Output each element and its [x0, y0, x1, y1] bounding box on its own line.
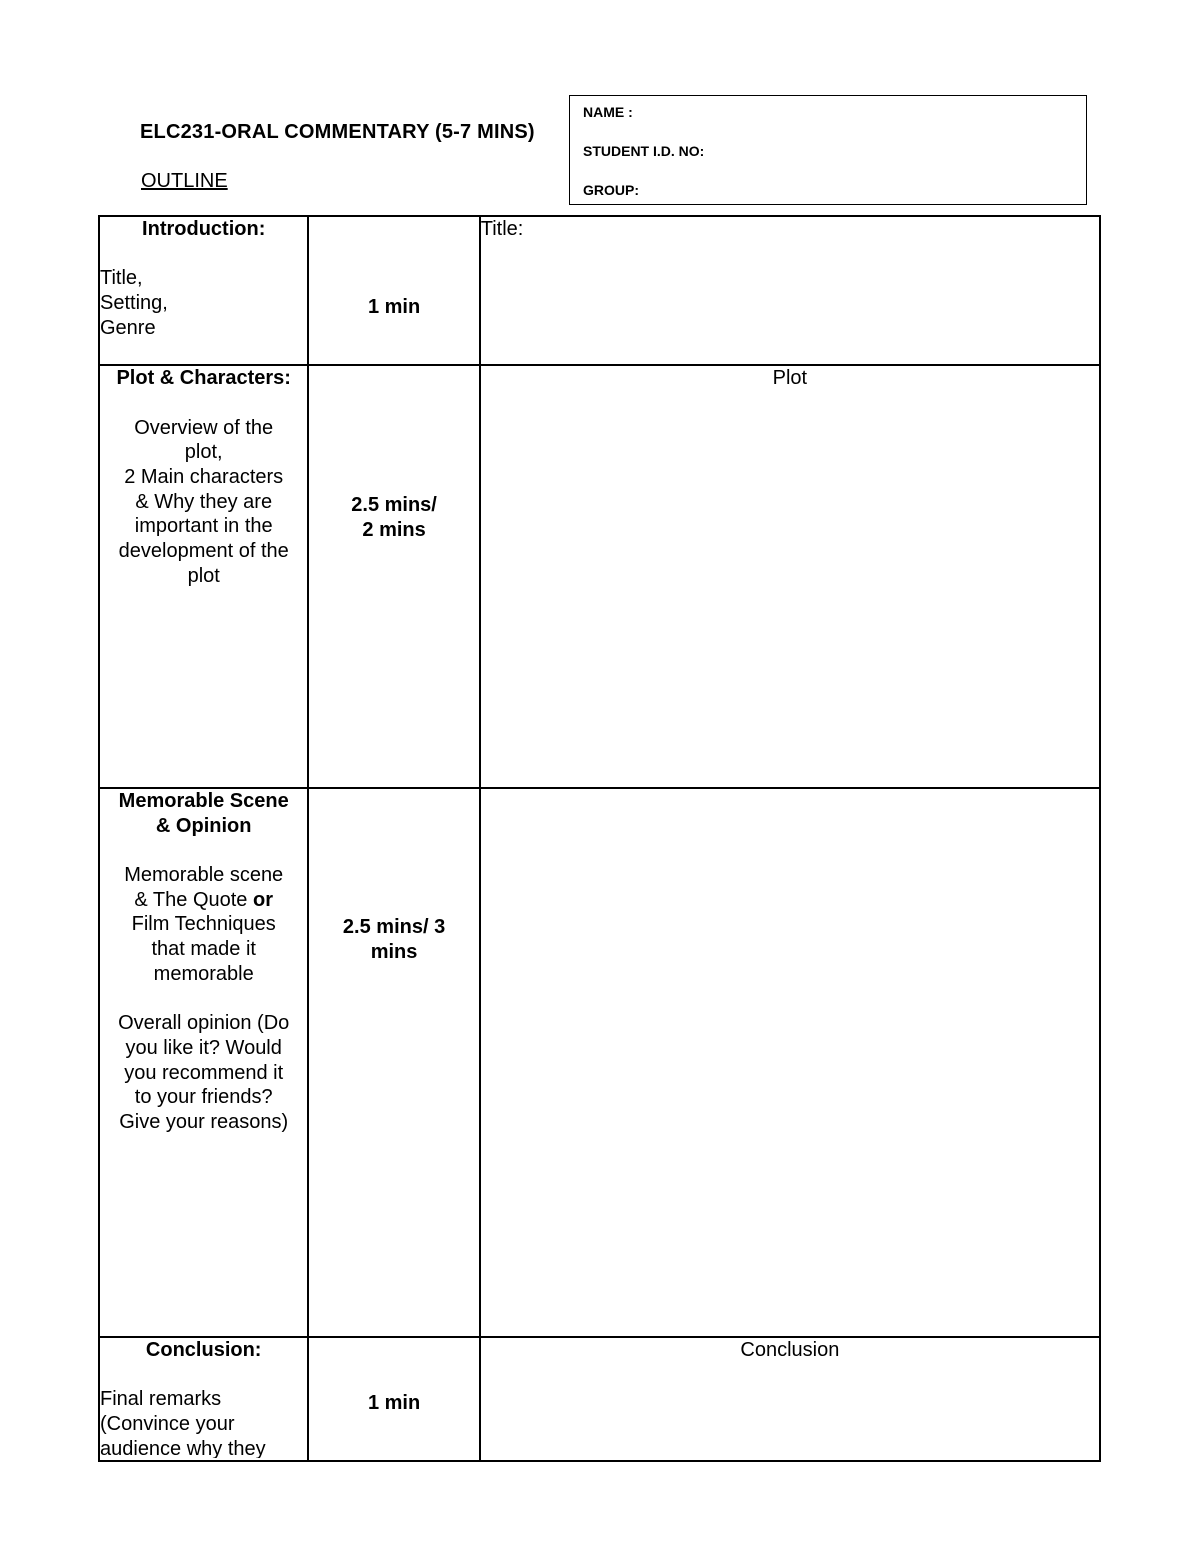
- outline-table: [98, 215, 1101, 1462]
- time-cell: [308, 365, 479, 788]
- time-allocation: 2.5 mins/ 3: [342, 915, 446, 938]
- detail-line: important in the: [134, 515, 273, 538]
- detail-line: (Convince your: [100, 1412, 235, 1435]
- detail-line: & Why they are: [135, 490, 273, 513]
- section-cell: [99, 788, 308, 1337]
- section-heading: Plot & Characters:: [116, 367, 291, 390]
- time-allocation: 1 min: [367, 296, 421, 318]
- section-heading: Conclusion:: [145, 1338, 262, 1361]
- detail-line: plot: [187, 564, 220, 587]
- detail-line: Genre: [100, 316, 156, 339]
- document-title: ELC231-ORAL COMMENTARY (5-7 MINS): [140, 121, 535, 143]
- detail-line: Final remarks: [100, 1388, 222, 1411]
- detail-line: Film Techniques: [131, 913, 276, 936]
- notes-label: Title:: [480, 218, 524, 240]
- notes-label: Plot: [772, 367, 808, 390]
- table-row-conclusion: [99, 1337, 1100, 1461]
- detail-line: Title,: [100, 267, 143, 290]
- notes-cell[interactable]: [480, 216, 1100, 365]
- student-info-box: [569, 95, 1087, 205]
- notes-cell[interactable]: [480, 365, 1100, 788]
- detail-line: Memorable scene: [124, 864, 284, 886]
- detail-line: plot,: [184, 441, 223, 464]
- detail-line: Overview of the: [134, 416, 274, 439]
- table-row-plot: [99, 365, 1100, 788]
- section-heading: Memorable Scene: [118, 789, 289, 812]
- detail-line: Overall opinion (Do: [118, 1012, 290, 1035]
- detail-line: memorable: [153, 962, 254, 985]
- detail-line: you recommend it: [124, 1061, 284, 1084]
- detail-line: audience why they: [100, 1437, 266, 1458]
- detail-line: & The Quote or: [134, 888, 273, 911]
- time-allocation: mins: [370, 940, 418, 963]
- detail-line: Give your reasons): [119, 1111, 289, 1134]
- section-heading: & Opinion: [155, 814, 252, 837]
- student-id-label: STUDENT I.D. NO:: [583, 143, 705, 159]
- time-cell: [308, 1337, 479, 1461]
- detail-line: 2 Main characters: [124, 466, 284, 489]
- section-cell: [99, 216, 308, 365]
- outline-heading: OUTLINE: [141, 170, 228, 192]
- detail-line: that made it: [151, 938, 256, 961]
- notes-cell[interactable]: [480, 788, 1100, 1337]
- time-allocation: 2.5 mins/: [351, 494, 437, 517]
- time-allocation: 2 mins: [362, 518, 426, 541]
- section-heading: Introduction:: [142, 218, 266, 240]
- detail-line: Setting,: [100, 292, 168, 315]
- detail-line: to your friends?: [134, 1086, 273, 1109]
- name-label: NAME :: [583, 104, 633, 120]
- time-cell: [308, 216, 479, 365]
- section-cell: [99, 1337, 308, 1461]
- detail-line: you like it? Would: [125, 1036, 282, 1059]
- group-label: GROUP:: [583, 182, 639, 198]
- section-cell: [99, 365, 308, 788]
- time-allocation: 1 min: [367, 1391, 421, 1414]
- notes-cell[interactable]: [480, 1337, 1100, 1461]
- table-row-memorable-scene: [99, 788, 1100, 1337]
- table-row-introduction: [99, 216, 1100, 365]
- time-cell: [308, 788, 479, 1337]
- notes-label: Conclusion: [740, 1338, 840, 1361]
- detail-line: development of the: [118, 540, 289, 563]
